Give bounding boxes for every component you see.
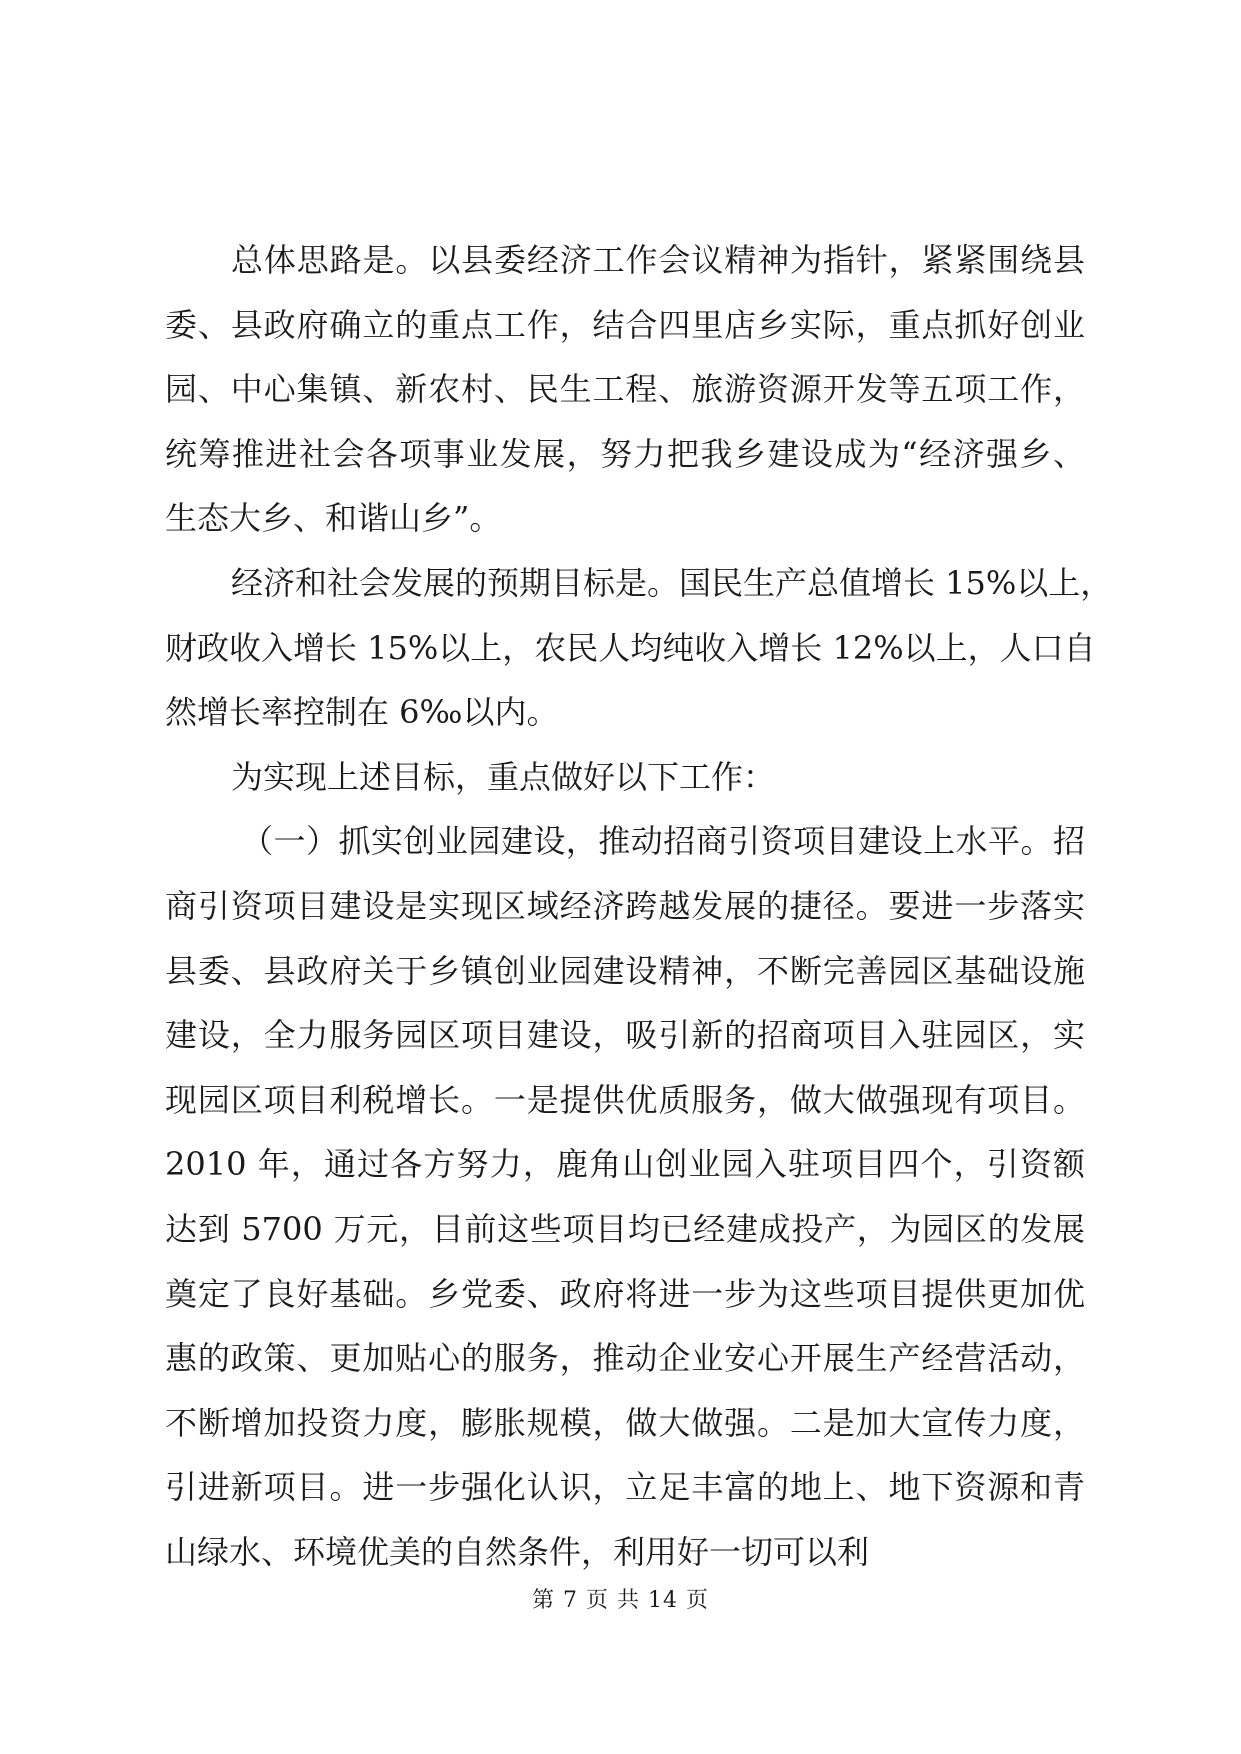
text-line: 委、县政府确立的重点工作，结合四里店乡实际，重点抓好创业 bbox=[165, 305, 1085, 344]
text-line: 建设，全力服务园区项目建设，吸引新的招商项目入驻园区，实 bbox=[165, 1016, 1085, 1055]
text-line: 惠的政策、更加贴心的服务，推动企业安心开展生产经营活动， bbox=[165, 1339, 1085, 1378]
text-line: （一）抓实创业园建设，推动招商引资项目建设上水平。招 bbox=[241, 822, 1085, 861]
text-line: 不断增加投资力度，膨胀规模，做大做强。二是加大宣传力度， bbox=[165, 1403, 1085, 1442]
text-line: 山绿水、环境优美的自然条件，利用好一切可以利 bbox=[165, 1532, 870, 1571]
page-footer bbox=[0, 1583, 1241, 1614]
text-line: 引进新项目。进一步强化认识，立足丰富的地上、地下资源和青 bbox=[165, 1468, 1085, 1507]
text-line: 现园区项目利税增长。一是提供优质服务，做大做强现有项目。 bbox=[165, 1080, 1085, 1119]
text-line: 2010 年，通过各方努力，鹿角山创业园入驻项目四个，引资额 bbox=[165, 1145, 1085, 1184]
text-line: 达到 5700 万元，目前这些项目均已经建成投产，为园区的发展 bbox=[165, 1209, 1085, 1248]
text-line: 商引资项目建设是实现区域经济跨越发展的捷径。要进一步落实 bbox=[165, 886, 1085, 925]
page-number-label: 第 7 页 共 14 页 bbox=[532, 1588, 709, 1613]
text-line: 县委、县政府关于乡镇创业园建设精神，不断完善园区基础设施 bbox=[165, 951, 1085, 990]
text-line: 总体思路是。以县委经济工作会议精神为指针，紧紧围绕县 bbox=[231, 241, 1085, 279]
document-body bbox=[165, 228, 1113, 1584]
text-line: 财政收入增长 15%以上，农民人均纯收入增长 12%以上，人口自 bbox=[165, 628, 1096, 667]
text-line: 奠定了良好基础。乡党委、政府将进一步为这些项目提供更加优 bbox=[165, 1274, 1085, 1313]
text-line: 经济和社会发展的预期目标是。国民生产总值增长 15%以上， bbox=[231, 563, 1113, 602]
text-line: 然增长率控制在 6‰以内。 bbox=[165, 693, 559, 732]
text-line: 统筹推进社会各项事业发展，努力把我乡建设成为“经济强乡、 bbox=[165, 434, 1085, 473]
text-line: 园、中心集镇、新农村、民生工程、旅游资源开发等五项工作， bbox=[165, 370, 1085, 409]
text-line: 为实现上述目标，重点做好以下工作： bbox=[231, 757, 776, 796]
text-line: 生态大乡、和谐山乡”。 bbox=[165, 499, 502, 538]
